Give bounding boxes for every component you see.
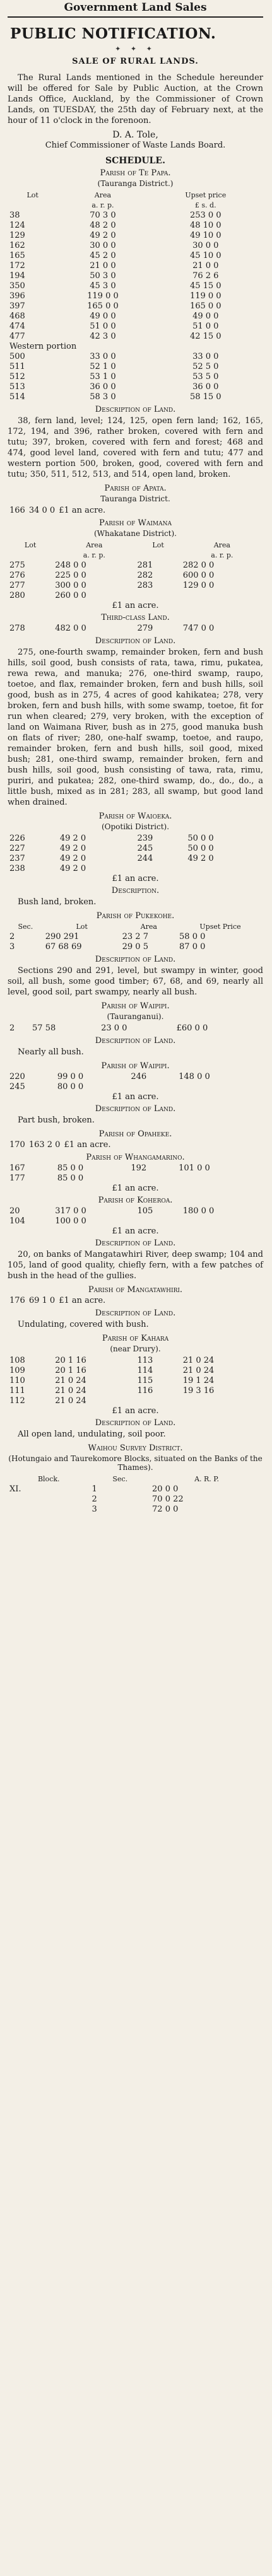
table-row: 512 53 1 0 53 5 0 bbox=[9, 372, 219, 382]
waioeka-table bbox=[8, 834, 263, 874]
description-heading: Description of Land. bbox=[95, 955, 176, 964]
table-row: 166 34 0 0 £1 an acre. bbox=[9, 506, 106, 515]
parish-te-papa: Parish of Te Papa. bbox=[100, 168, 171, 178]
table-row: 3 72 0 0 bbox=[92, 1505, 179, 1514]
mangatawhiri-description: Undulating, covered with bush. bbox=[18, 1320, 149, 1329]
table-row: 275 248 0 0 281 282 0 0 bbox=[9, 561, 215, 570]
table-row: 500 33 0 0 33 0 0 bbox=[9, 352, 219, 361]
waimana-description: 275, one-fourth swamp, remainder broken, fern and bush hills, soil good, bush consists of rata, tawa, rimu, pukatea, rewa rewa, and manuka; 276, one-third swamp, raupo, toetoe, and flax, remainder broken, fern and bush hills, soil good, bush as in 275, 4 acres of good kahikatea; 278, very broken, fern and bush hills, with some swamp, toetoe, fit for run when cleared; 279, very broken, with the exception of land on Waimana River, bush as in 275, good manuka bush on flats of river; 280, one-half swamp, toetoe, and raupo, remainder broken, fern and bush hills, soil good, mixed bush; 281, one-third swamp, remainder broken, fern and bush hills, soil good, bush consisting of tawa, rata, rimu, puriri, and pukatea; 282, one-third swamp, do., do., do., a little bush, mixed as in 281; 283, all swamp, but good land when drained. bbox=[8, 648, 263, 807]
table-row: 38 70 3 0 253 0 0 bbox=[9, 211, 222, 220]
district-drury: (near Drury). bbox=[110, 1344, 161, 1353]
parish-kahara: Parish of Kahara bbox=[102, 1334, 169, 1343]
table-row: 194 50 3 0 76 2 6 bbox=[9, 271, 219, 281]
table-row: 278 482 0 0 279 747 0 0 bbox=[9, 624, 215, 633]
table-row: 20 317 0 0 105 180 0 0 bbox=[9, 1206, 215, 1216]
waihou-subheading: (Hotungaio and Taurekomore Blocks, situated on the Banks of the Thames). bbox=[8, 1454, 263, 1472]
description-heading: Description of Land. bbox=[95, 636, 176, 646]
apata-table bbox=[8, 506, 107, 516]
description-heading: Description of Land. bbox=[95, 1238, 176, 1248]
parish-waipipi-2: Parish of Waipipi. bbox=[101, 1061, 170, 1071]
table-row: 397 165 0 0 165 0 0 bbox=[9, 301, 222, 311]
table-row: 396 119 0 0 119 0 0 bbox=[9, 291, 222, 301]
pukekohe-table: Sec. Lot Area Upset Price 2 290 291 23 2 7 58 0 0 3 67 68 69 29 0 5 87 0 0 bbox=[8, 922, 263, 952]
table-row: 109 20 1 16 114 21 0 24 bbox=[9, 1366, 215, 1375]
headline: PUBLIC NOTIFICATION. bbox=[10, 25, 216, 42]
table-row: 468 49 0 0 49 0 0 bbox=[9, 312, 219, 321]
masthead: Government Land Sales bbox=[64, 1, 207, 14]
parish-opaheke: Parish of Opaheke. bbox=[98, 1129, 172, 1139]
table-row: 165 45 2 0 45 10 0 bbox=[9, 251, 222, 260]
whangamarino-price: £1 an acre. bbox=[112, 1184, 159, 1193]
description-heading: Description of Land. bbox=[95, 405, 176, 414]
district-opotiki: (Opotiki District). bbox=[101, 822, 170, 831]
table-row: 2 290 291 23 2 7 58 0 0 bbox=[9, 932, 206, 941]
table-row: 170 163 2 0 £1 an acre. bbox=[9, 1140, 111, 1150]
waimana-price: £1 an acre. bbox=[112, 601, 159, 610]
intro-paragraph: The Rural Lands mentioned in the Schedule hereunder will be offered for Sale by Public Auction, at the Crown Lands Office, Auckland, by the Commissioner of Crown Lands, on TUESDAY, the 25th day of February next, at the hour of 11 o'clock in the forenoon. bbox=[8, 73, 263, 125]
part-bush-text: Part bush, broken. bbox=[18, 1116, 95, 1125]
col-lot: Lot bbox=[27, 191, 38, 199]
district-tauranga: (Tauranga District.) bbox=[97, 179, 174, 188]
third-class-heading: Third-class Land. bbox=[101, 613, 170, 622]
mangatawhiri-table bbox=[8, 1296, 107, 1306]
table-row: 245 80 0 0 bbox=[9, 1082, 84, 1092]
table-row: 167 85 0 0 192 101 0 0 bbox=[9, 1163, 210, 1173]
koheroa-description: 20, on banks of Mangatawhiri River, deep swamp; 104 and 105, land of good quality, chiefly fern, with a few patches of bush in the head of the gullies. bbox=[8, 1250, 263, 1281]
table-row: 177 85 0 0 bbox=[9, 1174, 84, 1183]
parish-waimana: Parish of Waimana bbox=[99, 518, 172, 528]
district-tauranganui: (Tauranganui). bbox=[107, 1012, 164, 1021]
parish-whangamarino: Parish of Whangamarino. bbox=[86, 1153, 185, 1162]
waioeka-price: £1 an acre. bbox=[112, 874, 159, 883]
waihou-table: Block. Sec. A. R. P. XI. 1 20 0 0 2 70 0 22 3 72 0 0 bbox=[8, 1474, 263, 1515]
opaheke-table bbox=[8, 1140, 112, 1150]
waihou-heading: Waihou Survey District. bbox=[88, 1443, 183, 1453]
schedule-heading: SCHEDULE. bbox=[105, 156, 165, 166]
table-row: 238 49 2 0 bbox=[9, 864, 86, 873]
table-row: 220 99 0 0 246 148 0 0 bbox=[9, 1072, 210, 1081]
pukekohe-description: Sections 290 and 291, level, but swampy in winter, good soil, all bush, some good timber; 67, 68, and 69, nearly all level, good soil, part swampy, nearly all bush. bbox=[8, 966, 263, 997]
parish-waipipi: Parish of Waipipi. bbox=[101, 1001, 170, 1011]
table-row: 124 48 2 0 48 10 0 bbox=[9, 221, 222, 230]
district-apata: Tauranga District. bbox=[100, 494, 170, 503]
table-row: 514 58 3 0 58 15 0 bbox=[9, 392, 222, 402]
table-row: 226 49 2 0 239 50 0 0 bbox=[9, 834, 214, 843]
parish-koheroa: Parish of Koheroa. bbox=[98, 1196, 173, 1205]
col-price-units: £ s. d. bbox=[194, 201, 216, 209]
table-row: 162 30 0 0 30 0 0 bbox=[9, 241, 219, 250]
bush-land-text: Bush land, broken. bbox=[18, 897, 97, 907]
parish-pukekohe: Parish of Pukekohe. bbox=[96, 911, 175, 921]
col-area: Area bbox=[94, 191, 112, 199]
table-row: 511 52 1 0 52 5 0 bbox=[9, 362, 219, 371]
description-heading: Description of Land. bbox=[95, 1418, 176, 1428]
district-whakatane: (Whakatane District). bbox=[94, 529, 177, 538]
signature-name: D. A. Tole, bbox=[112, 130, 158, 140]
ornament-divider: ✦ ✦ ✦ bbox=[115, 45, 156, 53]
col-area-units: a. r. p. bbox=[92, 201, 114, 209]
table-row: 110 21 0 24 115 19 1 24 bbox=[9, 1376, 215, 1385]
kahara-table bbox=[8, 1356, 263, 1406]
koheroa-table bbox=[8, 1206, 263, 1227]
table-row: XI. 1 20 0 0 bbox=[9, 1484, 179, 1494]
table-row: 474 51 0 0 51 0 0 bbox=[9, 322, 219, 331]
waimana-table: Lot Area Lot Area a. r. p. a. r. p. 275 248 0 0 281 282 0 0 276 225 0 0 282 600 0 0 277 300 0 0 283 129 0 0 280 260 0 0 bbox=[8, 540, 263, 601]
table-row: 513 36 0 0 36 0 0 bbox=[9, 382, 219, 392]
parish-apata: Parish of Apata. bbox=[104, 484, 167, 493]
kahara-price: £1 an acre. bbox=[112, 1406, 159, 1416]
table-row: 276 225 0 0 282 600 0 0 bbox=[9, 571, 215, 580]
table-row: 2 57 58 23 0 0 £60 0 0 bbox=[9, 1023, 208, 1033]
table-row: 176 69 1 0 £1 an acre. bbox=[9, 1296, 106, 1305]
description-heading: Description of Land. bbox=[95, 1308, 176, 1318]
table-row: 104 100 0 0 bbox=[9, 1216, 86, 1226]
table-row: 129 49 2 0 49 10 0 bbox=[9, 231, 222, 240]
table-row: 350 45 3 0 45 15 0 bbox=[9, 281, 222, 291]
waipipi2-price: £1 an acre. bbox=[112, 1092, 159, 1102]
table-row: 237 49 2 0 244 49 2 0 bbox=[9, 854, 214, 863]
kahara-description: All open land, undulating, soil poor. bbox=[18, 1430, 166, 1439]
top-rule bbox=[8, 16, 263, 18]
description-heading: Description of Land. bbox=[95, 1036, 176, 1046]
waipipi2-table bbox=[8, 1072, 263, 1092]
table-row: 172 21 0 0 21 0 0 bbox=[9, 261, 219, 271]
sale-title: SALE OF RURAL LANDS. bbox=[72, 57, 199, 66]
col-upset: Upset price bbox=[185, 191, 227, 199]
table-row: 2 70 0 22 bbox=[92, 1495, 184, 1504]
description-heading-short: Description. bbox=[111, 886, 160, 895]
table-row: 227 49 2 0 245 50 0 0 bbox=[9, 844, 214, 853]
parish-mangatawhiri: Parish of Mangatawhiri. bbox=[88, 1285, 183, 1295]
table-row: 108 20 1 16 113 21 0 24 bbox=[9, 1356, 215, 1365]
te-papa-description: 38, fern land, level; 124, 125, open fern land; 162, 165, 172, 194, and 396, rather broken, covered with fern and tutu; 397, broken, covered with fern and forest; 468 and 474, good level land, covered with fern and tutu; 477 and western portion 500, broken, good, covered with fern and tutu; 350, 511, 512, 513, and 514, open land, broken. bbox=[8, 416, 263, 479]
waipipi-description: Nearly all bush. bbox=[18, 1047, 84, 1057]
koheroa-price: £1 an acre. bbox=[112, 1227, 159, 1236]
table-row: 280 260 0 0 bbox=[9, 591, 86, 600]
te-papa-table bbox=[8, 190, 263, 402]
third-class-table bbox=[8, 624, 263, 634]
waipipi-table bbox=[8, 1023, 263, 1034]
whangamarino-table bbox=[8, 1163, 263, 1184]
parish-waioeka: Parish of Waioeka. bbox=[98, 812, 172, 821]
signature-title: Chief Commissioner of Waste Lands Board. bbox=[45, 141, 226, 150]
table-row: 477 42 3 0 42 15 0 bbox=[9, 332, 222, 341]
table-row: 277 300 0 0 283 129 0 0 bbox=[9, 581, 215, 590]
table-row: 111 21 0 24 116 19 3 16 bbox=[9, 1386, 215, 1396]
western-portion-label-row: Western portion bbox=[9, 342, 77, 351]
table-row: 3 67 68 69 29 0 5 87 0 0 bbox=[9, 942, 206, 952]
table-row: 112 21 0 24 bbox=[9, 1396, 86, 1406]
description-heading: Description of Land. bbox=[95, 1104, 176, 1114]
